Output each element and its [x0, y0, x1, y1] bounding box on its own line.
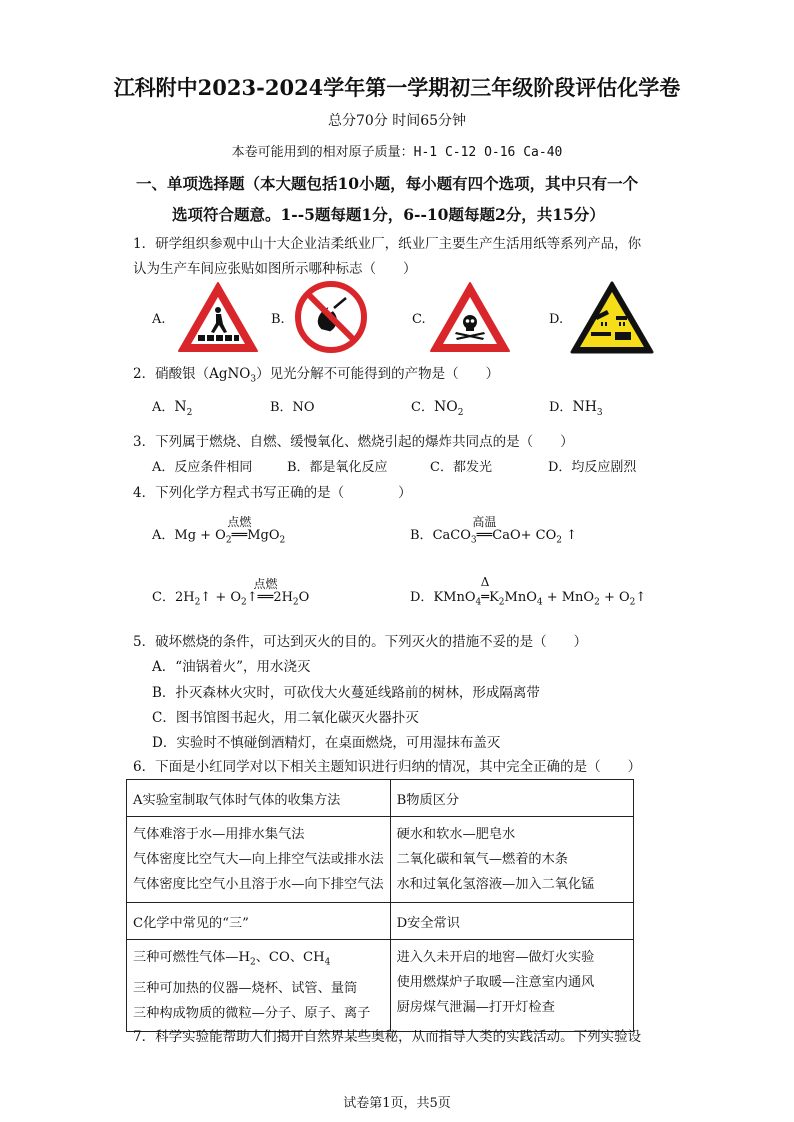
table-cell-d-body [390, 940, 633, 1032]
table-line: 三种可加热的仪器—烧杯、试管、量筒 [133, 980, 358, 996]
q3-option-c: C．都发光 [430, 460, 492, 475]
atomic-mass: 本卷可能用到的相对原子质量：H-1 C-12 O-16 Ca-40 [231, 145, 563, 160]
section-heading-line1: 一、单项选择题（本大题包括10小题，每小题有四个选项，其中只有一个 [136, 174, 639, 193]
q3-stem: 3．下列属于燃烧、自燃、缓慢氧化、燃烧引起的爆炸共同点的是（ ） [133, 434, 574, 450]
q1-stem-line1: 1．研学组织参观中山十大企业洁柔纸业厂，纸业厂主要生产生活用纸等系列产品，你 [133, 236, 642, 252]
q4-d-label: D． [410, 590, 434, 605]
table-line: 气体密度比空气小且溶于水—向下排空气法 [133, 877, 384, 892]
table-cell-b-body [390, 817, 633, 903]
q4-b-label: B． [410, 528, 433, 543]
q1-option-c-label: C. [412, 312, 426, 327]
q1-option-d-label: D. [549, 312, 564, 327]
q2-stem: 2．硝酸银（AgNO$_3$）见光分解不可能得到的产物是（ ） [133, 366, 500, 385]
table-line: 进入久未开启的地窖—做灯火实验 [396, 950, 595, 965]
exam-title: 江科附中2023-2024学年第一学期初三年级阶段评估化学卷 [113, 75, 681, 100]
q4-option-a: A．$Mg + O_2$ 点燃 ══MgO$_2$ [152, 515, 286, 546]
q1-stem-line2: 认为生产车间应张贴如图所示哪种标志（ ） [133, 261, 417, 277]
q7-stem: 7．科学实验能帮助人们揭开自然界某些奥秘，从而指导人类的实践活动。下列实验设 [133, 1029, 642, 1045]
no-fire-sign-icon [294, 280, 368, 354]
table-cell-c-body [127, 940, 391, 1032]
q5-stem: 5．破坏燃烧的条件，可达到灭火的目的。下列灭火的措施不妥的是（ ） [133, 634, 588, 650]
table-cell-c-head: C化学中常见的“三” [127, 903, 391, 940]
corrosive-sign-icon [569, 280, 655, 356]
q4-option-c: C．$2H_2↑$ + $O_2↑$ 点燃 $══2H_2O$ [152, 577, 310, 608]
table-line: 水和过氧化氢溶液—加入二氧化锰 [396, 877, 595, 892]
q2-option-d: D．$NH_3$ [549, 399, 603, 418]
q4-c-label: C． [152, 590, 175, 605]
table-line: 二氧化碳和氧气—燃着的木条 [396, 852, 568, 867]
table-cell-b-head: B物质区分 [390, 780, 633, 817]
q3-option-a: A．反应条件相同 [152, 460, 253, 475]
table-line: 使用燃煤炉子取暖—注意室内通风 [396, 975, 595, 990]
table-line: 三种构成物质的微粒—分子、原子、离子 [133, 1005, 371, 1021]
pedestrian-crossing-sign-icon [176, 280, 260, 354]
table-cell-d-head: D安全常识 [390, 903, 633, 940]
table-cell-a-head: A实验室制取气体时气体的收集方法 [127, 780, 391, 817]
q4-c-arrow: 点燃 ══ [253, 577, 278, 605]
table-line: 气体难溶于水—用排水集气法 [133, 827, 305, 842]
q6-knowledge-table [126, 779, 634, 1032]
q2-option-a: A．$N_2$ [152, 399, 193, 418]
table-line: 厨房煤气泄漏—打开灯检查 [396, 1000, 555, 1015]
q4-b-arrow: 高温 ══ [472, 515, 497, 543]
q4-d-arrow: Δ ═ [480, 575, 490, 605]
table-line: 三种可燃性气体$—H_2$、CO、$CH_4$ [133, 950, 331, 968]
q1-option-a-label: A. [152, 312, 166, 327]
table-line: 硬水和软水—肥皂水 [396, 827, 516, 842]
page-footer: 试卷第1页，共5页 [343, 1096, 451, 1111]
score-time: 总分70分 时间65分钟 [327, 113, 467, 129]
q4-stem: 4．下列化学方程式书写正确的是（ ） [133, 485, 412, 501]
q3-option-b: B．都是氧化反应 [287, 460, 388, 475]
q4-option-d: D．KMnO$_4$ Δ $═K_2MnO_4 + MnO_2$ + $O_2↑$ [410, 575, 647, 608]
q2-option-b: B．NO [270, 400, 315, 415]
toxic-sign-icon [428, 280, 512, 354]
q2-option-c: C．$NO_2$ [411, 399, 464, 418]
q6-stem: 6．下面是小红同学对以下相关主题知识进行归纳的情况，其中完全正确的是（ ） [133, 759, 642, 775]
q4-a-arrow: 点燃 ══ [227, 515, 252, 543]
q5-option-b: B．扑灭森林火灾时，可砍伐大火蔓延线路前的树林，形成隔离带 [152, 685, 540, 701]
section-heading-line2: 选项符合题意。1--5题每题1分，6--10题每题2分，共15分） [172, 205, 605, 224]
q5-option-d: D．实验时不慎碰倒酒精灯，在桌面燃烧，可用湿抹布盖灭 [152, 735, 501, 751]
q5-option-a: A．“油锅着火”，用水浇灭 [152, 659, 311, 675]
q4-option-b: B．CaCO$_3$ 高温 ══CaO+ $CO_2$ ↑ [410, 515, 578, 546]
q3-option-d: D．均反应剧烈 [548, 460, 637, 475]
table-line: 气体密度比空气大—向上排空气法或排水法 [133, 852, 384, 867]
q1-option-b-label: B. [271, 312, 285, 327]
q4-a-label: A． [152, 528, 175, 543]
q5-option-c: C．图书馆图书起火，用二氧化碳灭火器扑灭 [152, 710, 419, 726]
table-cell-a-body [127, 817, 391, 903]
